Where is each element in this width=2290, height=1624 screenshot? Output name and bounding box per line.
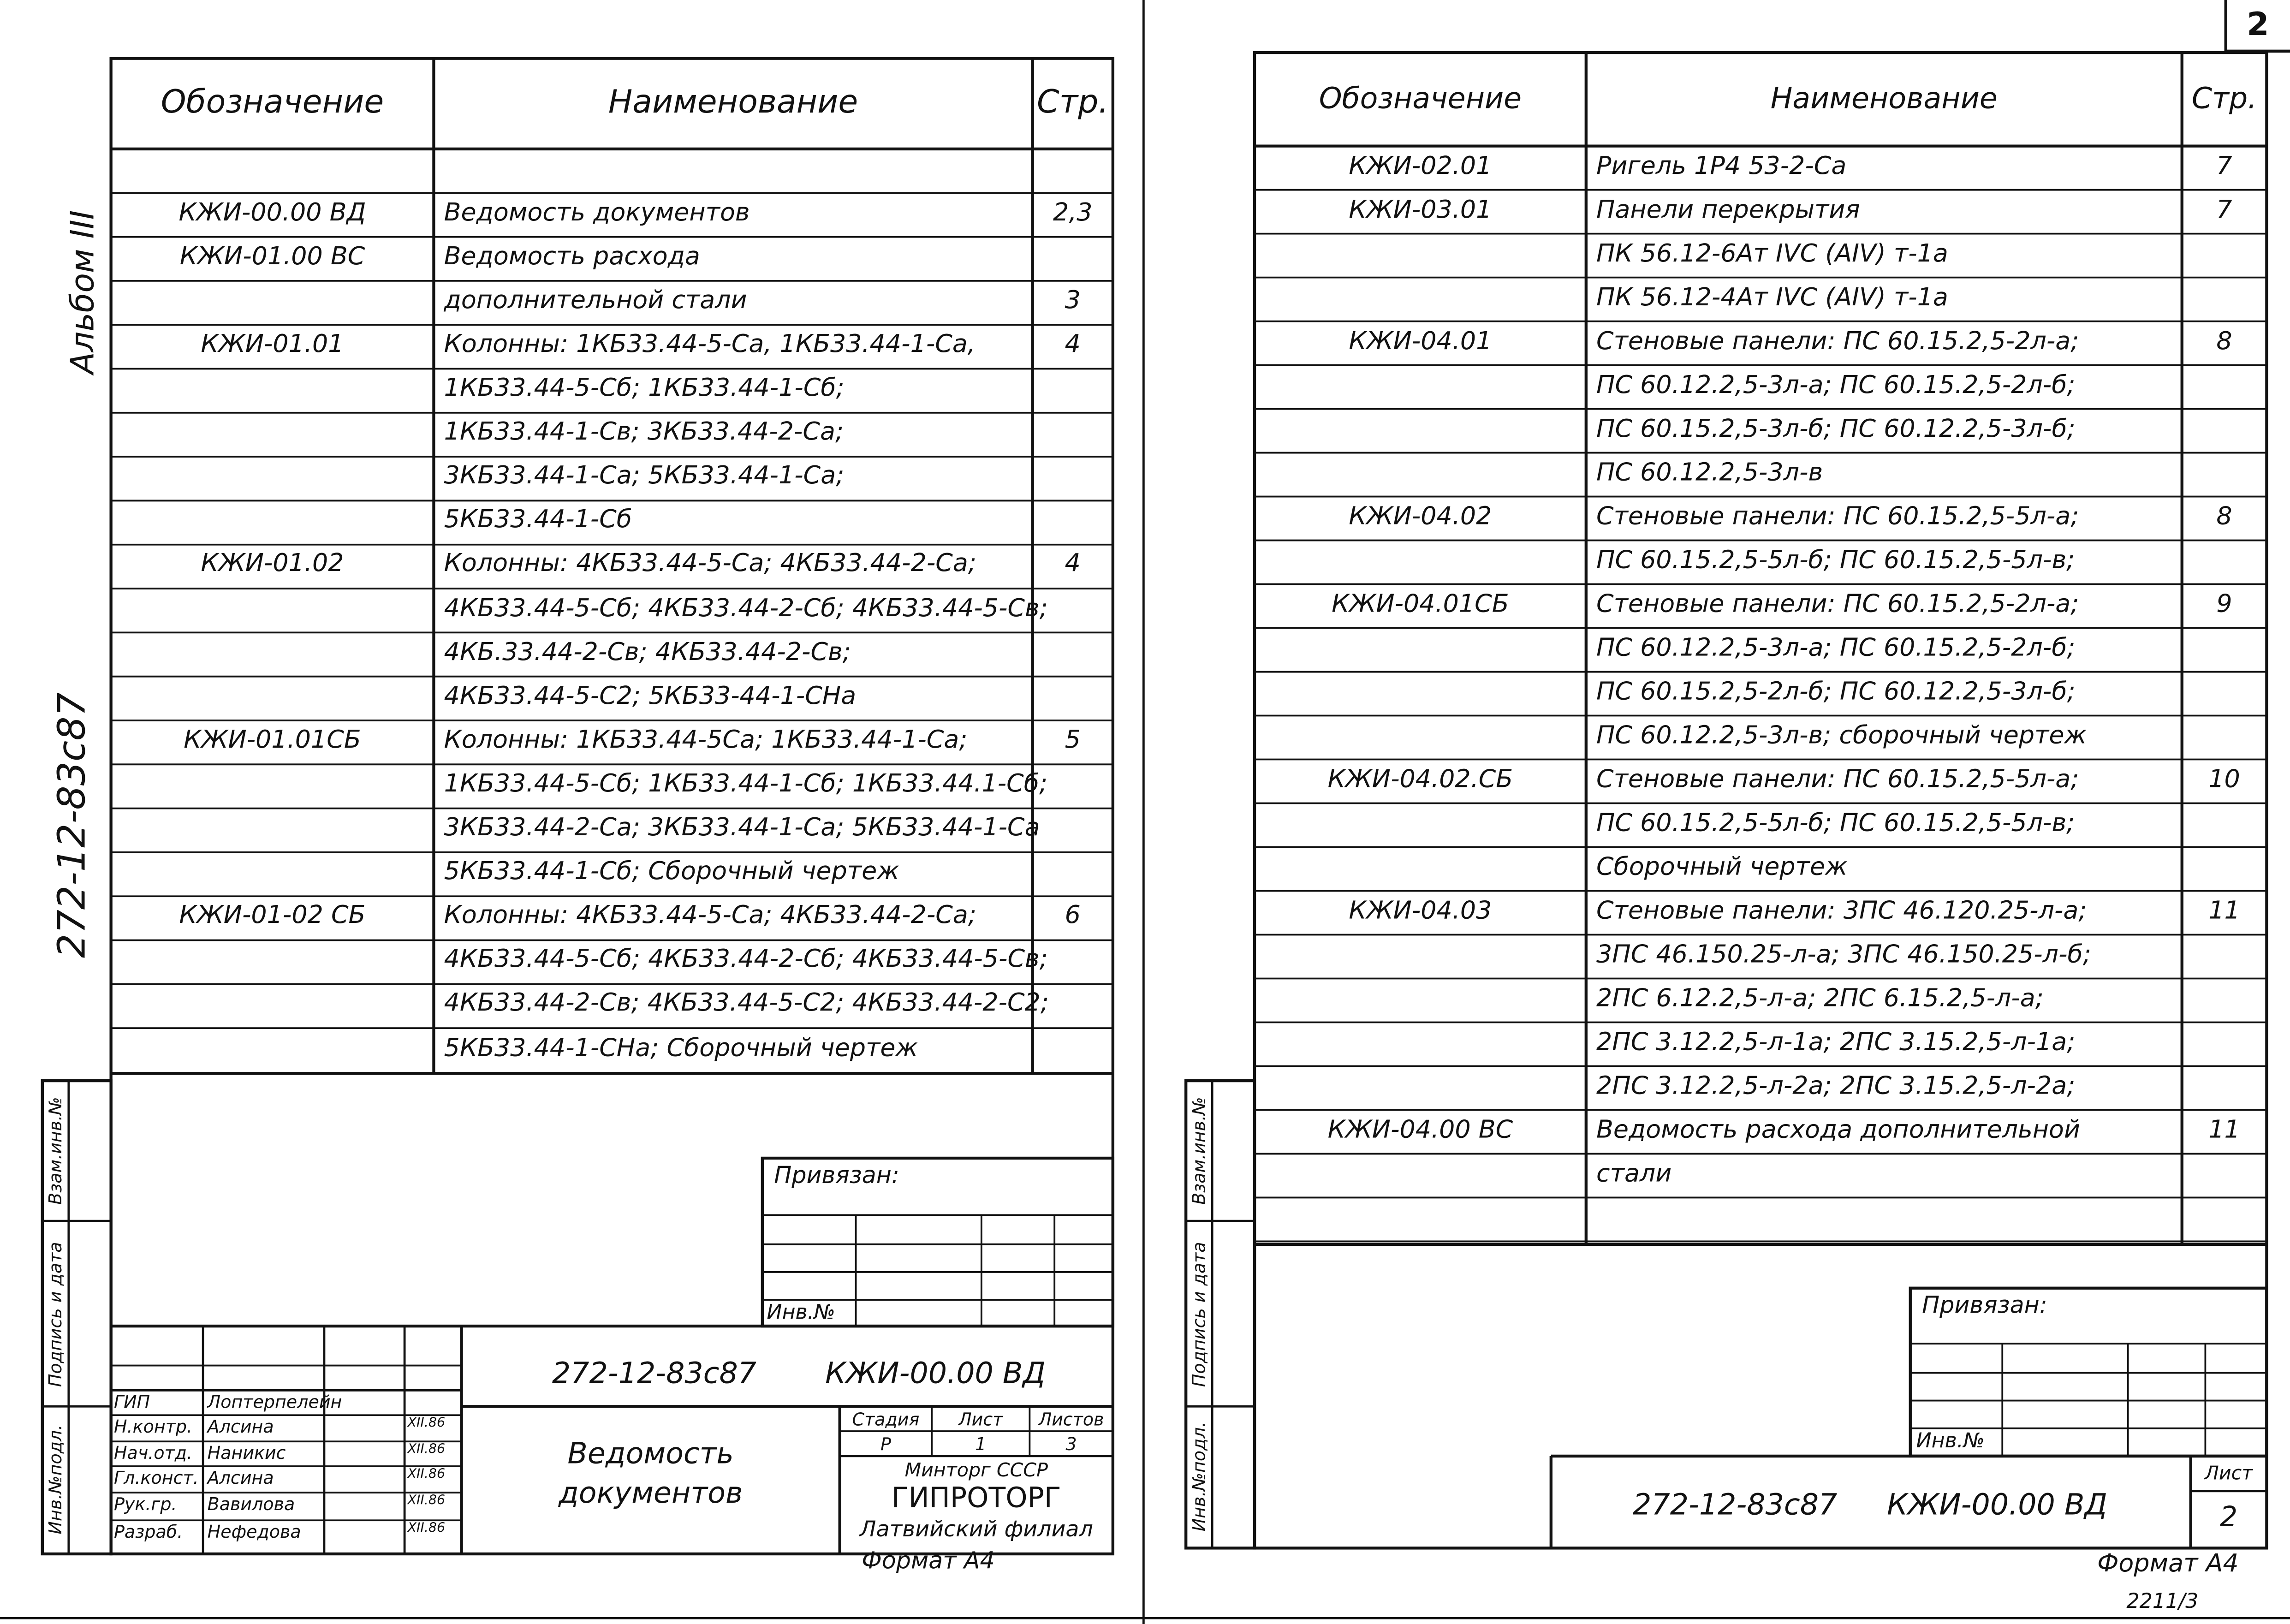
cell-name: Сборочный чертеж	[1596, 852, 1848, 881]
cell-page: 4	[1065, 330, 1081, 359]
left-stamp-code: 272-12-83с87	[552, 1355, 757, 1391]
cell-name: 1КБ33.44-5-Сб; 1КБ33.44-1-Сб;	[444, 374, 845, 404]
left-format: Формат А4	[862, 1547, 995, 1575]
stamp-stage-label: Стадия	[852, 1409, 920, 1430]
stamp-org-2: ГИПРОТОРГ	[891, 1482, 1061, 1515]
cell-name: 4КБ33.44-5-Сб; 4КБ33.44-2-Сб; 4КБ33.44-5-Св;	[444, 594, 1048, 623]
cell-name: Стеновые панели: ПС 60.15.2,5-5л-а;	[1596, 501, 2079, 531]
cell-name: 4КБ33.44-2-Св; 4КБ33.44-5-С2; 4КБ33.44-2-С2;	[444, 989, 1049, 1019]
cell-name: Стеновые панели: ПС 60.15.2,5-2л-а;	[1596, 326, 2079, 356]
cell-designation: КЖИ-01.00 ВС	[179, 242, 365, 272]
stamp-person: Нефедова	[207, 1522, 301, 1542]
stamp-sheet: 1	[975, 1434, 987, 1455]
cell-page: 3	[1065, 286, 1081, 315]
cell-designation: КЖИ-04.03	[1349, 896, 1492, 925]
stamp-person: Алсина	[207, 1468, 274, 1488]
cell-name: 3КБ33.44-1-Са; 5КБ33.44-1-Са;	[444, 462, 845, 491]
cell-name: ПС 60.12.2,5-3л-а; ПС 60.15.2,5-2л-б;	[1596, 633, 2076, 662]
cell-page: 11	[2208, 1115, 2240, 1144]
cell-name: Панели перекрытия	[1596, 195, 1860, 225]
right-stamp-sheet-label: Лист	[2204, 1463, 2253, 1486]
right-margin-label-replace: Взам.инв.№	[1189, 1097, 1209, 1205]
cell-name: Ведомость расхода	[444, 242, 700, 272]
right-corner-number: 2	[2247, 7, 2269, 44]
cell-page: 2,3	[1053, 198, 1093, 227]
stamp-sheet-label: Лист	[958, 1409, 1003, 1430]
cell-name: 5КБ33.44-1-СНа; Сборочный чертеж	[444, 1033, 918, 1063]
right-margin-label-inv: Инв.№подл.	[1189, 1422, 1209, 1532]
cell-name: Стеновые панели: ПС 60.15.2,5-5л-а;	[1596, 764, 2079, 794]
left-stamp-title-2: документов	[558, 1475, 743, 1511]
cell-name: дополнительной стали	[444, 286, 747, 315]
cell-name: стали	[1596, 1159, 1672, 1188]
cell-name: ПС 60.15.2,5-5л-б; ПС 60.15.2,5-5л-в;	[1596, 545, 2075, 575]
cell-designation: КЖИ-04.01СБ	[1332, 589, 1509, 619]
cell-name: Стеновые панели: ПС 60.15.2,5-2л-а;	[1596, 589, 2079, 619]
cell-name: Ведомость документов	[444, 198, 750, 227]
cell-name: 3КБ33.44-2-Са; 3КБ33.44-1-Са; 5КБ33.44-1-Са	[444, 813, 1040, 843]
cell-name: ПС 60.12.2,5-3л-в	[1596, 458, 1823, 487]
cell-designation: КЖИ-04.02	[1349, 501, 1492, 531]
cell-designation: КЖИ-04.01	[1349, 326, 1492, 356]
cell-page: 5	[1065, 726, 1081, 755]
cell-name: 4КБ33.44-5-С2; 5КБ33-44-1-СНа	[444, 681, 857, 711]
cell-name: Колонны: 1КБ33.44-5-Са, 1КБ33.44-1-Са,	[444, 330, 975, 359]
album-label: Альбом III	[65, 210, 102, 374]
cell-designation: КЖИ-00.00 ВД	[178, 198, 366, 227]
cell-page: 4	[1065, 549, 1081, 579]
right-stamp-doc: КЖИ-00.00 ВД	[1887, 1487, 2107, 1522]
stamp-role: Гл.конст.	[113, 1468, 199, 1488]
right-stamp-sheet: 2	[2219, 1501, 2238, 1534]
cell-designation: КЖИ-02.01	[1349, 151, 1492, 181]
stamp-sheets: 3	[1065, 1434, 1077, 1455]
cell-designation: КЖИ-04.00 ВС	[1327, 1115, 1513, 1144]
cell-designation: КЖИ-01.01	[201, 330, 344, 359]
left-inv-label: Инв.№	[767, 1301, 835, 1325]
left-stamp-doc: КЖИ-00.00 ВД	[825, 1355, 1046, 1391]
right-header-designation: Обозначение	[1319, 80, 1522, 116]
stamp-role: Рук.гр.	[113, 1494, 177, 1515]
right-inv-label: Инв.№	[1916, 1429, 1985, 1453]
cell-page: 7	[2216, 195, 2232, 225]
right-stamp-code: 272-12-83с87	[1633, 1487, 1838, 1522]
right-header-name: Наименование	[1770, 80, 1998, 116]
left-privyazan-label: Привязан:	[774, 1161, 899, 1189]
right-margin-label-signature: Подпись и дата	[1189, 1242, 1209, 1387]
stamp-stage: Р	[880, 1434, 891, 1455]
cell-name: 5КБ33.44-1-Сб; Сборочный чертеж	[444, 857, 899, 887]
stamp-date: XII.86	[407, 1522, 446, 1537]
stamp-date: XII.86	[407, 1494, 446, 1509]
cell-name: 3ПС 46.150.25-л-а; 3ПС 46.150.25-л-б;	[1596, 940, 2091, 969]
margin-label-signature: Подпись и дата	[45, 1242, 66, 1387]
cell-name: 1КБ33.44-1-Св; 3КБ33.44-2-Са;	[444, 418, 844, 447]
left-header-name: Наименование	[608, 84, 858, 121]
cell-designation: КЖИ-01.02	[201, 549, 344, 579]
margin-label-inv: Инв.№подл.	[45, 1424, 66, 1535]
cell-name: Колонны: 4КБ33.44-5-Са; 4КБ33.44-2-Са;	[444, 549, 977, 579]
cell-page: 6	[1065, 901, 1081, 931]
cell-page: 10	[2208, 764, 2240, 794]
stamp-role: Нач.отд.	[113, 1443, 193, 1463]
vertical-project-code: 272-12-83с87	[51, 692, 95, 958]
cell-name: Ведомость расхода дополнительной	[1596, 1115, 2080, 1144]
cell-name: Колонны: 1КБ33.44-5Са; 1КБ33.44-1-Са;	[444, 726, 968, 755]
cell-page: 8	[2216, 326, 2232, 356]
stamp-role: Разраб.	[113, 1522, 183, 1542]
cell-designation: КЖИ-04.02.СБ	[1327, 764, 1513, 794]
cell-page: 11	[2208, 896, 2240, 925]
right-privyazan-label: Привязан:	[1922, 1291, 2047, 1319]
cell-name: ПК 56.12-4Ат IVС (АIV) т-1а	[1596, 282, 1948, 312]
stamp-role: Н.контр.	[113, 1416, 193, 1437]
cell-name: Стеновые панели: 3ПС 46.120.25-л-а;	[1596, 896, 2087, 925]
cell-name: ПС 60.15.2,5-5л-б; ПС 60.15.2,5-5л-в;	[1596, 808, 2075, 838]
stamp-person: Наникис	[207, 1443, 286, 1463]
cell-name: 2ПС 3.12.2,5-л-1а; 2ПС 3.15.2,5-л-1а;	[1596, 1027, 2076, 1057]
cell-designation: КЖИ-03.01	[1349, 195, 1492, 225]
stamp-person: Вавилова	[207, 1494, 295, 1515]
right-bottom-code: 2211/3	[2126, 1590, 2199, 1614]
cell-name: 1КБ33.44-5-Сб; 1КБ33.44-1-Сб; 1КБ33.44.1-Сб;	[444, 769, 1048, 799]
stamp-sheets-label: Листов	[1038, 1409, 1104, 1430]
margin-label-replace: Взам.инв.№	[45, 1097, 66, 1205]
cell-name: 2ПС 6.12.2,5-л-а; 2ПС 6.15.2,5-л-а;	[1596, 983, 2044, 1013]
stamp-org-3: Латвийский филиал	[859, 1516, 1093, 1542]
stamp-date: XII.86	[407, 1468, 446, 1482]
cell-name: 5КБ33.44-1-Сб	[444, 506, 632, 535]
left-header-designation: Обозначение	[161, 84, 384, 121]
cell-name: 4КБ33.44-5-Сб; 4КБ33.44-2-Сб; 4КБ33.44-5-Св;	[444, 945, 1048, 975]
cell-name: ПС 60.15.2,5-3л-б; ПС 60.12.2,5-3л-б;	[1596, 414, 2076, 444]
cell-name: ПС 60.12.2,5-3л-в; сборочный чертеж	[1596, 720, 2087, 750]
stamp-org-1: Минторг СССР	[904, 1460, 1048, 1482]
cell-designation: КЖИ-01-02 СБ	[179, 901, 366, 931]
cell-name: ПС 60.12.2,5-3л-а; ПС 60.15.2,5-2л-б;	[1596, 370, 2076, 400]
stamp-person: Лоптерпелейн	[207, 1392, 342, 1412]
cell-name: 2ПС 3.12.2,5-л-2а; 2ПС 3.15.2,5-л-2а;	[1596, 1071, 2076, 1101]
cell-name: Колонны: 4КБ33.44-5-Са; 4КБ33.44-2-Са;	[444, 901, 977, 931]
cell-page: 9	[2216, 589, 2232, 619]
cell-name: Ригель 1Р4 53-2-Са	[1596, 151, 1847, 181]
right-header-page: Стр.	[2191, 80, 2257, 116]
stamp-date: XII.86	[407, 1416, 446, 1432]
stamp-date: XII.86	[407, 1443, 446, 1458]
left-header-page: Стр.	[1036, 84, 1109, 121]
cell-designation: КЖИ-01.01СБ	[184, 726, 361, 755]
cell-name: 4КБ.33.44-2-Св; 4КБ33.44-2-Св;	[444, 637, 851, 667]
stamp-person: Алсина	[207, 1416, 274, 1437]
cell-name: ПК 56.12-6Ат IVС (АIV) т-1а	[1596, 238, 1948, 268]
cell-page: 8	[2216, 501, 2232, 531]
right-format: Формат А4	[2097, 1549, 2239, 1579]
left-stamp-title-1: Ведомость	[567, 1435, 734, 1471]
cell-name: ПС 60.15.2,5-2л-б; ПС 60.12.2,5-3л-б;	[1596, 677, 2076, 706]
stamp-role: ГИП	[113, 1392, 150, 1412]
cell-page: 7	[2216, 151, 2232, 181]
